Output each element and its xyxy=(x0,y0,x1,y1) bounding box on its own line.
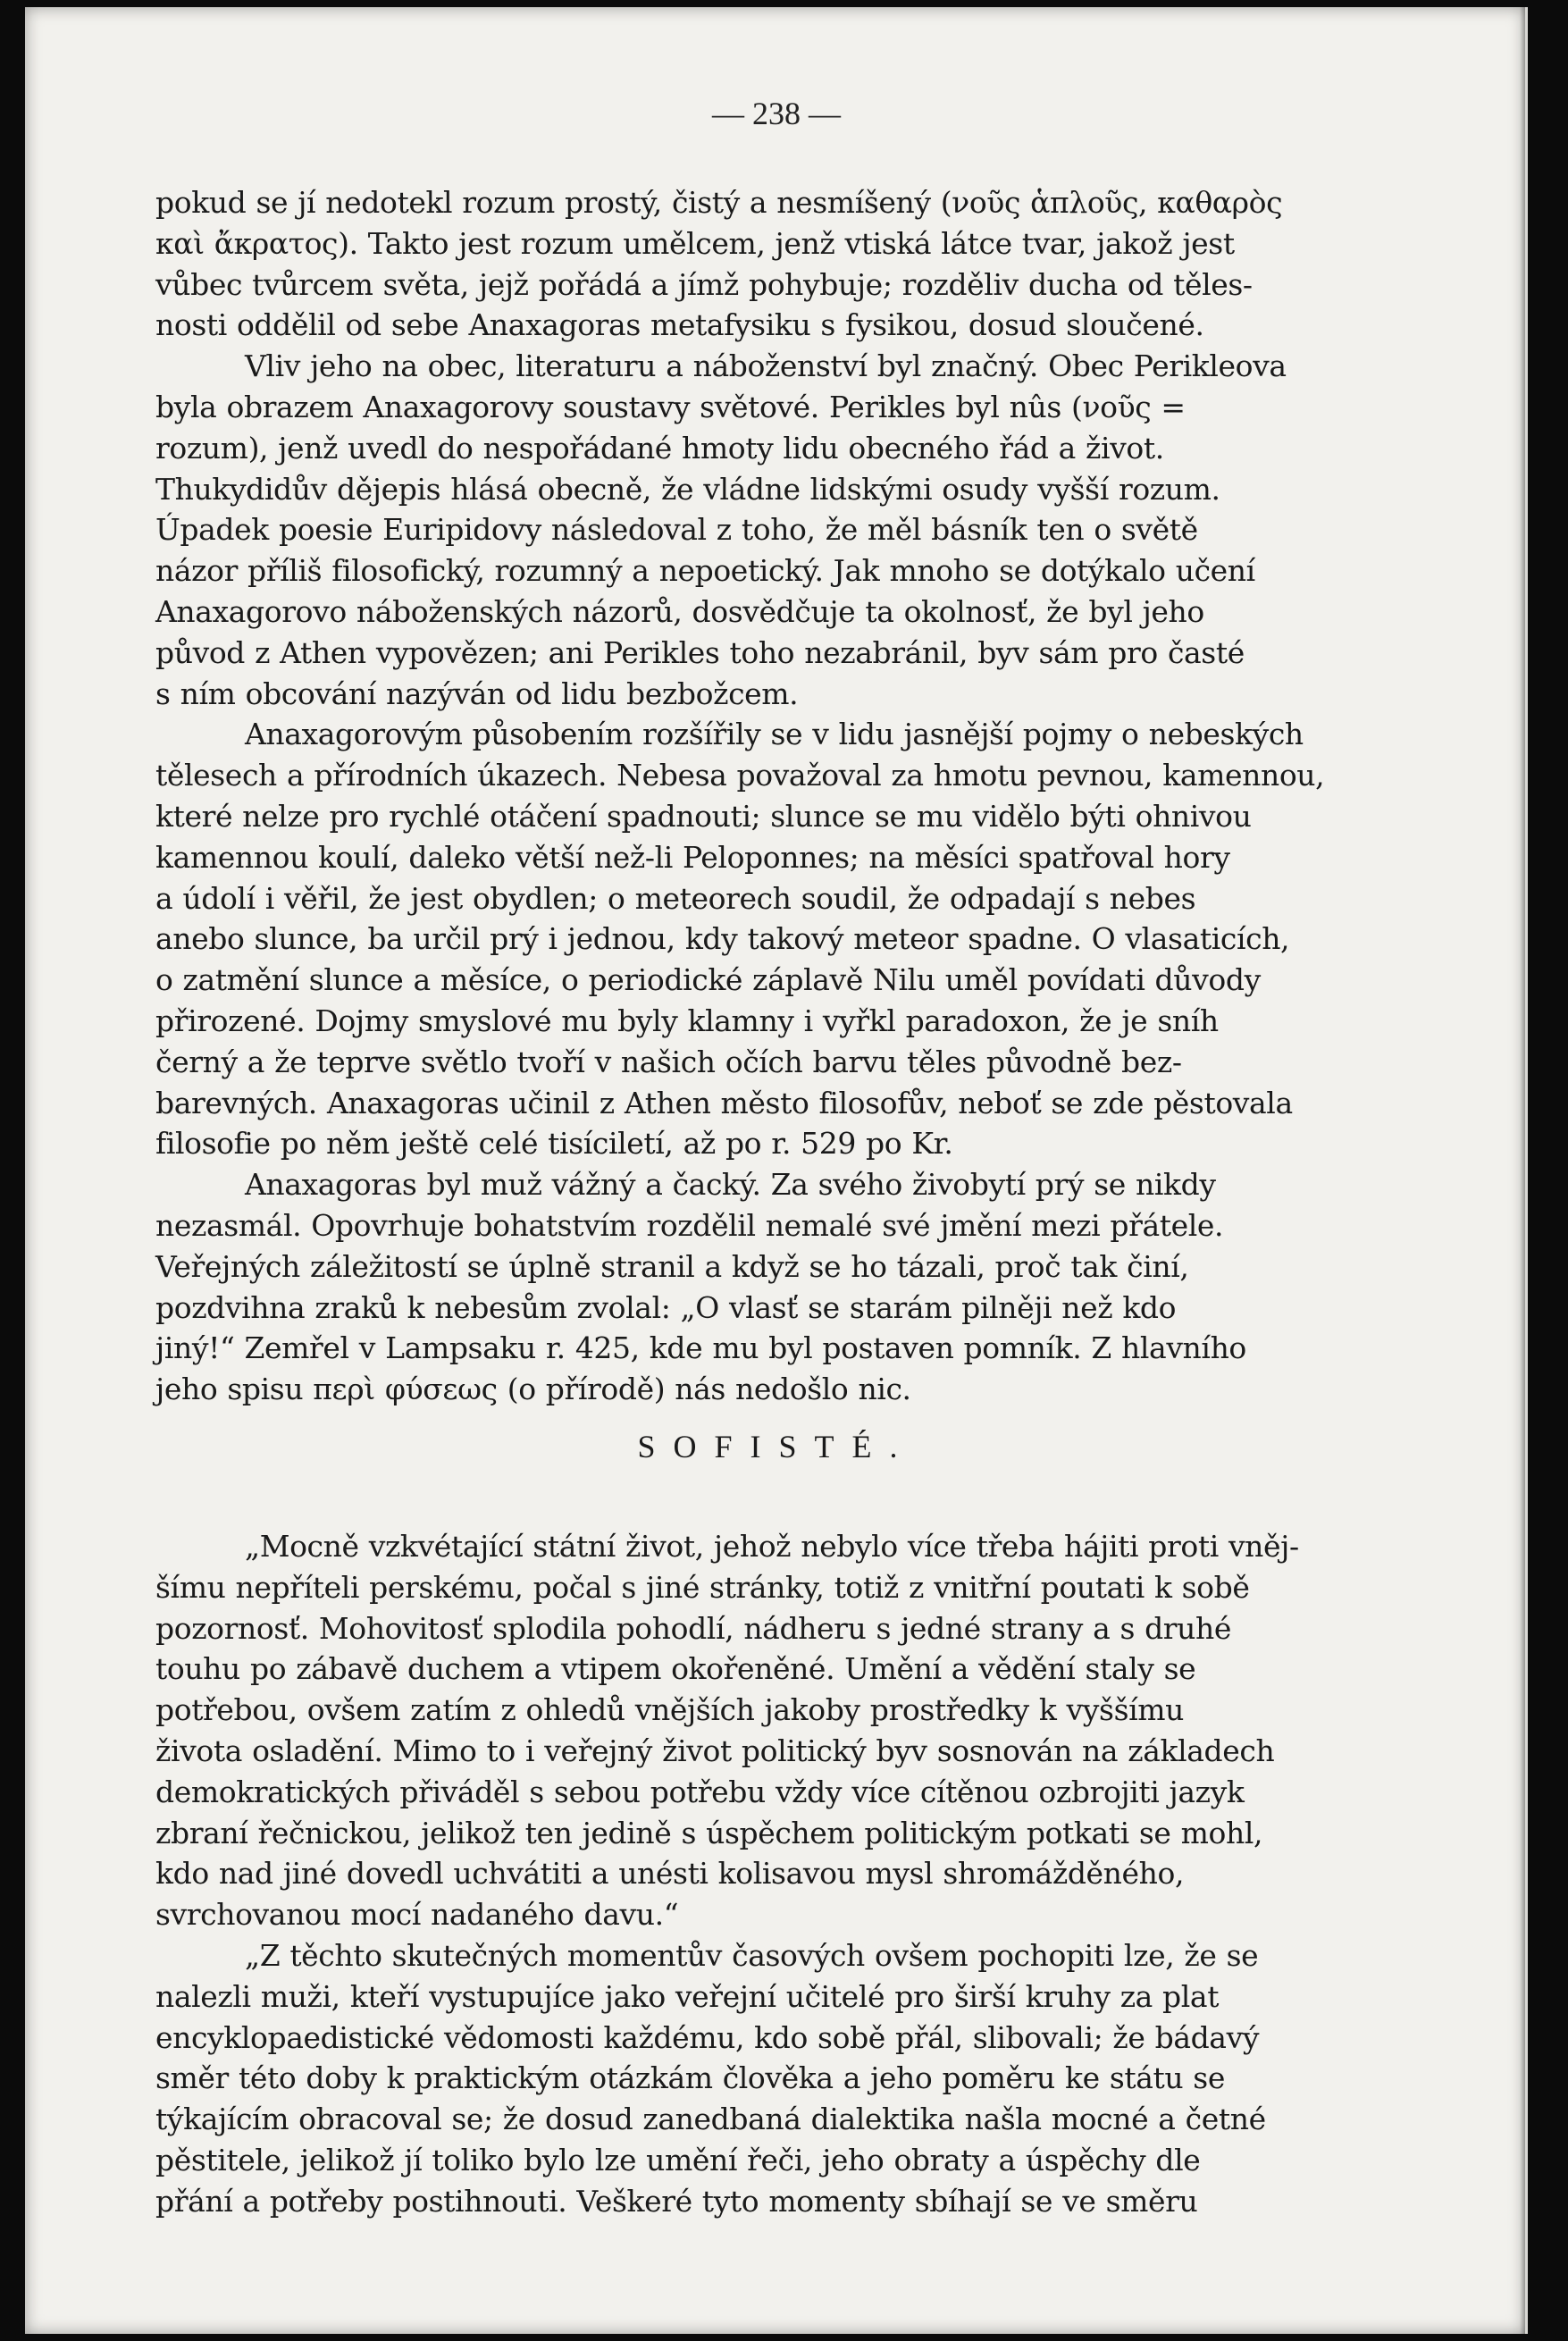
text-line: Anaxagoras byl muž vážný a čacký. Za svého živobytí prý se nikdy xyxy=(245,1167,1216,1203)
text-line: nalezli muži, kteří vystupujíce jako veřejní učitelé pro širší kruhy za plat xyxy=(155,1978,1220,2014)
section-heading: SOFISTÉ. xyxy=(637,1429,916,1464)
text-line: jiný!“ Zemřel v Lampsaku r. 425, kde mu byl postaven pomník. Z hlavního xyxy=(155,1330,1246,1366)
text-line: směr této doby k praktickým otázkám člověka a jeho poměru ke státu se xyxy=(155,2060,1225,2096)
text-line: nezasmál. Opovrhuje bohatstvím rozdělil nemalé své jmění mezi přátele. xyxy=(155,1207,1224,1243)
text-line: pozdvihna zraků k nebesům zvolal: „O vlasť se starám pilněji než kdo xyxy=(155,1289,1177,1325)
text-line: svrchovanou mocí nadaného davu.“ xyxy=(155,1897,679,1933)
text-line: Anaxagorovým působením rozšířily se v lidu jasnější pojmy o nebeských xyxy=(245,717,1304,752)
text-line: Anaxagorovo náboženských názorů, dosvědčuje ta okolnosť, že byl jeho xyxy=(155,593,1204,629)
text-line: byla obrazem Anaxagorovy soustavy světové. Perikles byl nûs (νοῦς = xyxy=(155,389,1186,424)
paragraph xyxy=(155,714,1455,1164)
text-line: demokratických přiváděl s sebou potřebu vždy více cítěnou ozbrojiti jazyk xyxy=(155,1774,1245,1809)
text-line: potřebou, ovšem zatím z ohledů vnějších jakoby prostředky k vyššímu xyxy=(155,1692,1185,1728)
text-line: týkajícím obracoval se; že dosud zanedbaná dialektika našla mocné a četné xyxy=(155,2102,1266,2137)
text-line: jeho spisu περὶ φύσεως (o přírodě) nás nedošlo nic. xyxy=(155,1372,911,1407)
text-line: které nelze pro rychlé otáčení spadnouti; slunce se mu vidělo býti ohnivou xyxy=(155,798,1252,834)
text-line: touhu po zábavě duchem a vtipem okořeněné. Umění a vědění staly se xyxy=(155,1651,1196,1687)
page-number: — 238 — xyxy=(712,96,841,131)
text-line: „Z těchto skutečných momentův časových ovšem pochopiti lze, že se xyxy=(245,1937,1259,1973)
text-line: encyklopaedistické vědomosti každému, kdo sobě přál, slibovali; že bádavý xyxy=(155,2019,1260,2055)
text-line: o zatmění slunce a měsíce, o periodické záplavě Nilu uměl povídati důvody xyxy=(155,962,1261,998)
text-line: života osladění. Mimo to i veřejný život politický byv sosnován na základech xyxy=(155,1733,1275,1768)
text-block-top xyxy=(155,182,1455,1410)
text-line: černý a že teprve světlo tvoří v našich očích barvu těles původně bez- xyxy=(155,1044,1182,1079)
text-line: kamennou koulí, daleko větší než-li Peloponnes; na měsíci spatřoval hory xyxy=(155,839,1230,875)
text-line: καὶ ἄκρατος). Takto jest rozum umělcem, jenž vtiská látce tvar, jakož jest xyxy=(155,225,1235,261)
text-line: šímu nepříteli perskému, počal s jiné stránky, totiž z vnitřní poutati k sobě xyxy=(155,1569,1250,1605)
paragraph xyxy=(155,1526,1455,1935)
text-line: přání a potřeby postihnouti. Veškeré tyto momenty sbíhají se ve směru xyxy=(155,2183,1198,2219)
text-line: „Mocně vzkvétající státní život, jehož nebylo více třeba hájiti proti vněj- xyxy=(245,1529,1299,1564)
text-line: kdo nad jiné dovedl uchvátiti a unésti kolisavou mysl shromážděného, xyxy=(155,1856,1185,1892)
text-line: pěstitele, jelikož jí toliko bylo lze umění řeči, jeho obraty a úspěchy dle xyxy=(155,2142,1201,2177)
text-line: nosti oddělil od sebe Anaxagoras metafysiku s fysikou, dosud sloučené. xyxy=(155,307,1204,343)
text-line: původ z Athen vypovězen; ani Perikles toho nezabránil, byv sám pro časté xyxy=(155,634,1245,670)
text-line: filosofie po něm ještě celé tisíciletí, až po r. 529 po Kr. xyxy=(155,1126,953,1162)
paragraph xyxy=(155,1935,1455,2222)
text-line: pozornosť. Mohovitosť splodila pohodlí, nádheru s jedné strany a s druhé xyxy=(155,1610,1232,1646)
text-line: anebo slunce, ba určil prý i jednou, kdy takový meteor spadne. O vlasaticích, xyxy=(155,921,1290,957)
text-line: vůbec tvůrcem světa, jejž pořádá a jímž pohybuje; rozděliv ducha od těles- xyxy=(155,266,1253,302)
book-page xyxy=(25,7,1528,2334)
text-line: barevných. Anaxagoras učinil z Athen město filosofův, neboť se zde pěstovala xyxy=(155,1085,1293,1120)
text-line: Úpadek poesie Euripidovy následoval z toho, že měl básník ten o světě xyxy=(155,512,1198,548)
paragraph xyxy=(155,346,1455,714)
page-edge-shadow xyxy=(1520,7,1525,2334)
text-line: s ním obcování nazýván od lidu bezbožcem. xyxy=(155,675,799,711)
text-line: Thukydidův dějepis hlásá obecně, že vládne lidskými osudy vyšší rozum. xyxy=(155,471,1220,507)
paragraph xyxy=(155,1164,1455,1410)
text-line: tělesech a přírodních úkazech. Nebesa považoval za hmotu pevnou, kamennou, xyxy=(155,758,1325,793)
text-line: a údolí i věřil, že jest obydlen; o meteorech soudil, že odpadají s nebes xyxy=(155,880,1196,916)
paragraph xyxy=(155,182,1455,346)
text-line: Vliv jeho na obec, literaturu a náboženství byl značný. Obec Perikleova xyxy=(245,348,1287,384)
text-line: názor příliš filosofický, rozumný a nepoetický. Jak mnoho se dotýkalo učení xyxy=(155,553,1255,589)
text-line: Veřejných záležitostí se úplně stranil a když se ho tázali, proč tak činí, xyxy=(155,1248,1189,1284)
text-line: rozum), jenž uvedl do nespořádané hmoty lidu obecného řád a život. xyxy=(155,430,1164,466)
text-block-bottom xyxy=(155,1526,1455,2222)
text-line: zbraní řečnickou, jelikož ten jedině s úspěchem politickým potkati se mohl, xyxy=(155,1815,1263,1850)
text-line: přirozené. Dojmy smyslové mu byly klamny i vyřkl paradoxon, že je sníh xyxy=(155,1003,1219,1038)
text-line: pokud se jí nedotekl rozum prostý, čistý a nesmíšený (νοῦς ἁπλοῦς, καθαρὸς xyxy=(155,185,1283,220)
